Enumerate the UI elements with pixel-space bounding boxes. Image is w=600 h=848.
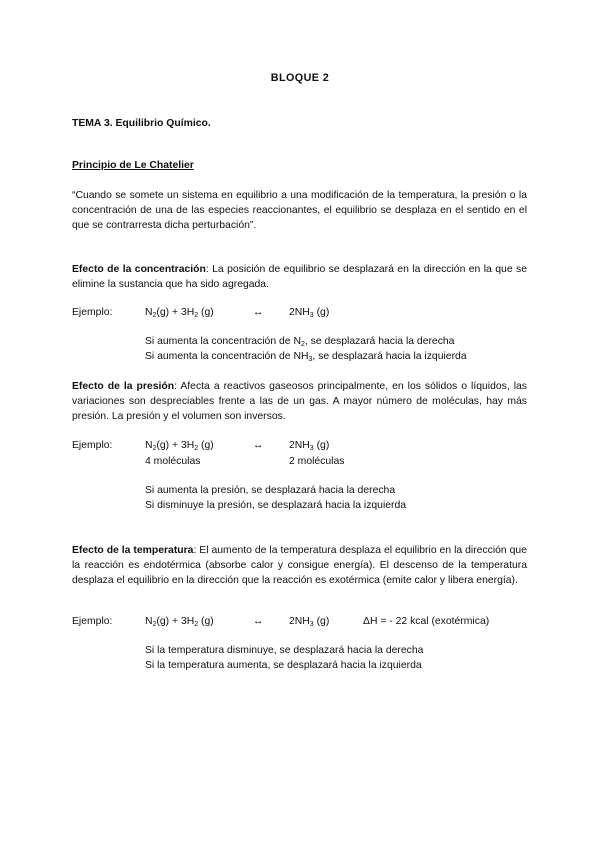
pressure-heading: Efecto de la presión — [72, 381, 175, 392]
temperature-reactants: $N_2(g) + 3H_2$ (g) — [145, 616, 214, 628]
temperature-product: $2NH_3$ (g) — [289, 616, 330, 628]
concentration-example-label: Ejemplo: — [72, 307, 113, 318]
temperature-example-label: Ejemplo: — [72, 616, 113, 627]
concentration-text: : La posición de equilibrio se desplazará en la dirección en la que se elimine la sustancia que ha sido agregada. — [72, 264, 527, 291]
product-molecule-count: 2 moléculas — [289, 456, 345, 467]
pressure-example-label: Ejemplo: — [72, 440, 113, 451]
concentration-line-1: Si aumenta la concentración de $N_2$, se desplazará hacia la derecha — [145, 336, 455, 348]
concentration-heading: Efecto de la concentración — [72, 264, 206, 275]
temperature-heading: Efecto de la temperatura — [72, 545, 194, 556]
temperature-line-1: Si la temperatura disminuye, se desplazará hacia la derecha — [145, 645, 424, 656]
temperature-line-2: Si la temperatura aumenta, se desplazará hacia la izquierda — [145, 660, 422, 671]
reactant-molecule-count: 4 moléculas — [145, 456, 201, 467]
page-title: BLOQUE 2 — [270, 72, 330, 84]
equilibrium-arrow-icon: ↔ — [253, 616, 264, 627]
concentration-reactants: $N_2(g) + 3H_2$ (g) — [145, 307, 214, 319]
pressure-text: : Afecta a reactivos gaseosos principalmente, en los sólidos o líquidos, las variaciones son despreciables frente a las de un gas. A mayor número de moléculas, hay más presión. La presión y el volumen son inversos. — [72, 381, 527, 423]
equilibrium-arrow-icon: ↔ — [253, 440, 264, 451]
enthalpy-value: ΔH = - 22 kcal (exotérmica) — [363, 616, 490, 627]
pressure-reactants: $N_2(g) + 3H_2$ (g) — [145, 440, 214, 452]
concentration-line-2: Si aumenta la concentración de $NH_3$, se desplazará hacia la izquierda — [145, 351, 467, 363]
concentration-product: $2NH_3$ (g) — [289, 307, 330, 319]
temperature-paragraph — [72, 543, 527, 589]
equilibrium-arrow-icon: ↔ — [253, 307, 264, 318]
tema-title: TEMA 3. Equilibrio Químico. — [72, 118, 211, 129]
pressure-paragraph — [72, 379, 527, 425]
concentration-paragraph — [72, 262, 527, 292]
pressure-line-1: Si aumenta la presión, se desplazará hacia la derecha — [145, 485, 396, 496]
pressure-line-2: Si disminuye la presión, se desplazará hacia la izquierda — [145, 500, 407, 511]
le-chatelier-quote: “Cuando se somete un sistema en equilibrio a una modificación de la temperatura, la presión o la concentración de una de las especies reaccionantes, el equilibrio se desplaza en el sentido en el que se contrarresta dicha perturbación”. — [72, 190, 527, 232]
pressure-product: $2NH_3$ (g) — [289, 440, 330, 452]
temperature-text: : El aumento de la temperatura desplaza el equilibrio en la dirección que la reacción es endotérmica (absorbe calor y consigue energía). El descenso de la temperatura desplaza el equilibrio en la dirección que la reacción es exotérmica (emite calor y libera energía). — [72, 545, 527, 587]
principio-heading: Principio de Le Chatelier — [72, 160, 194, 171]
